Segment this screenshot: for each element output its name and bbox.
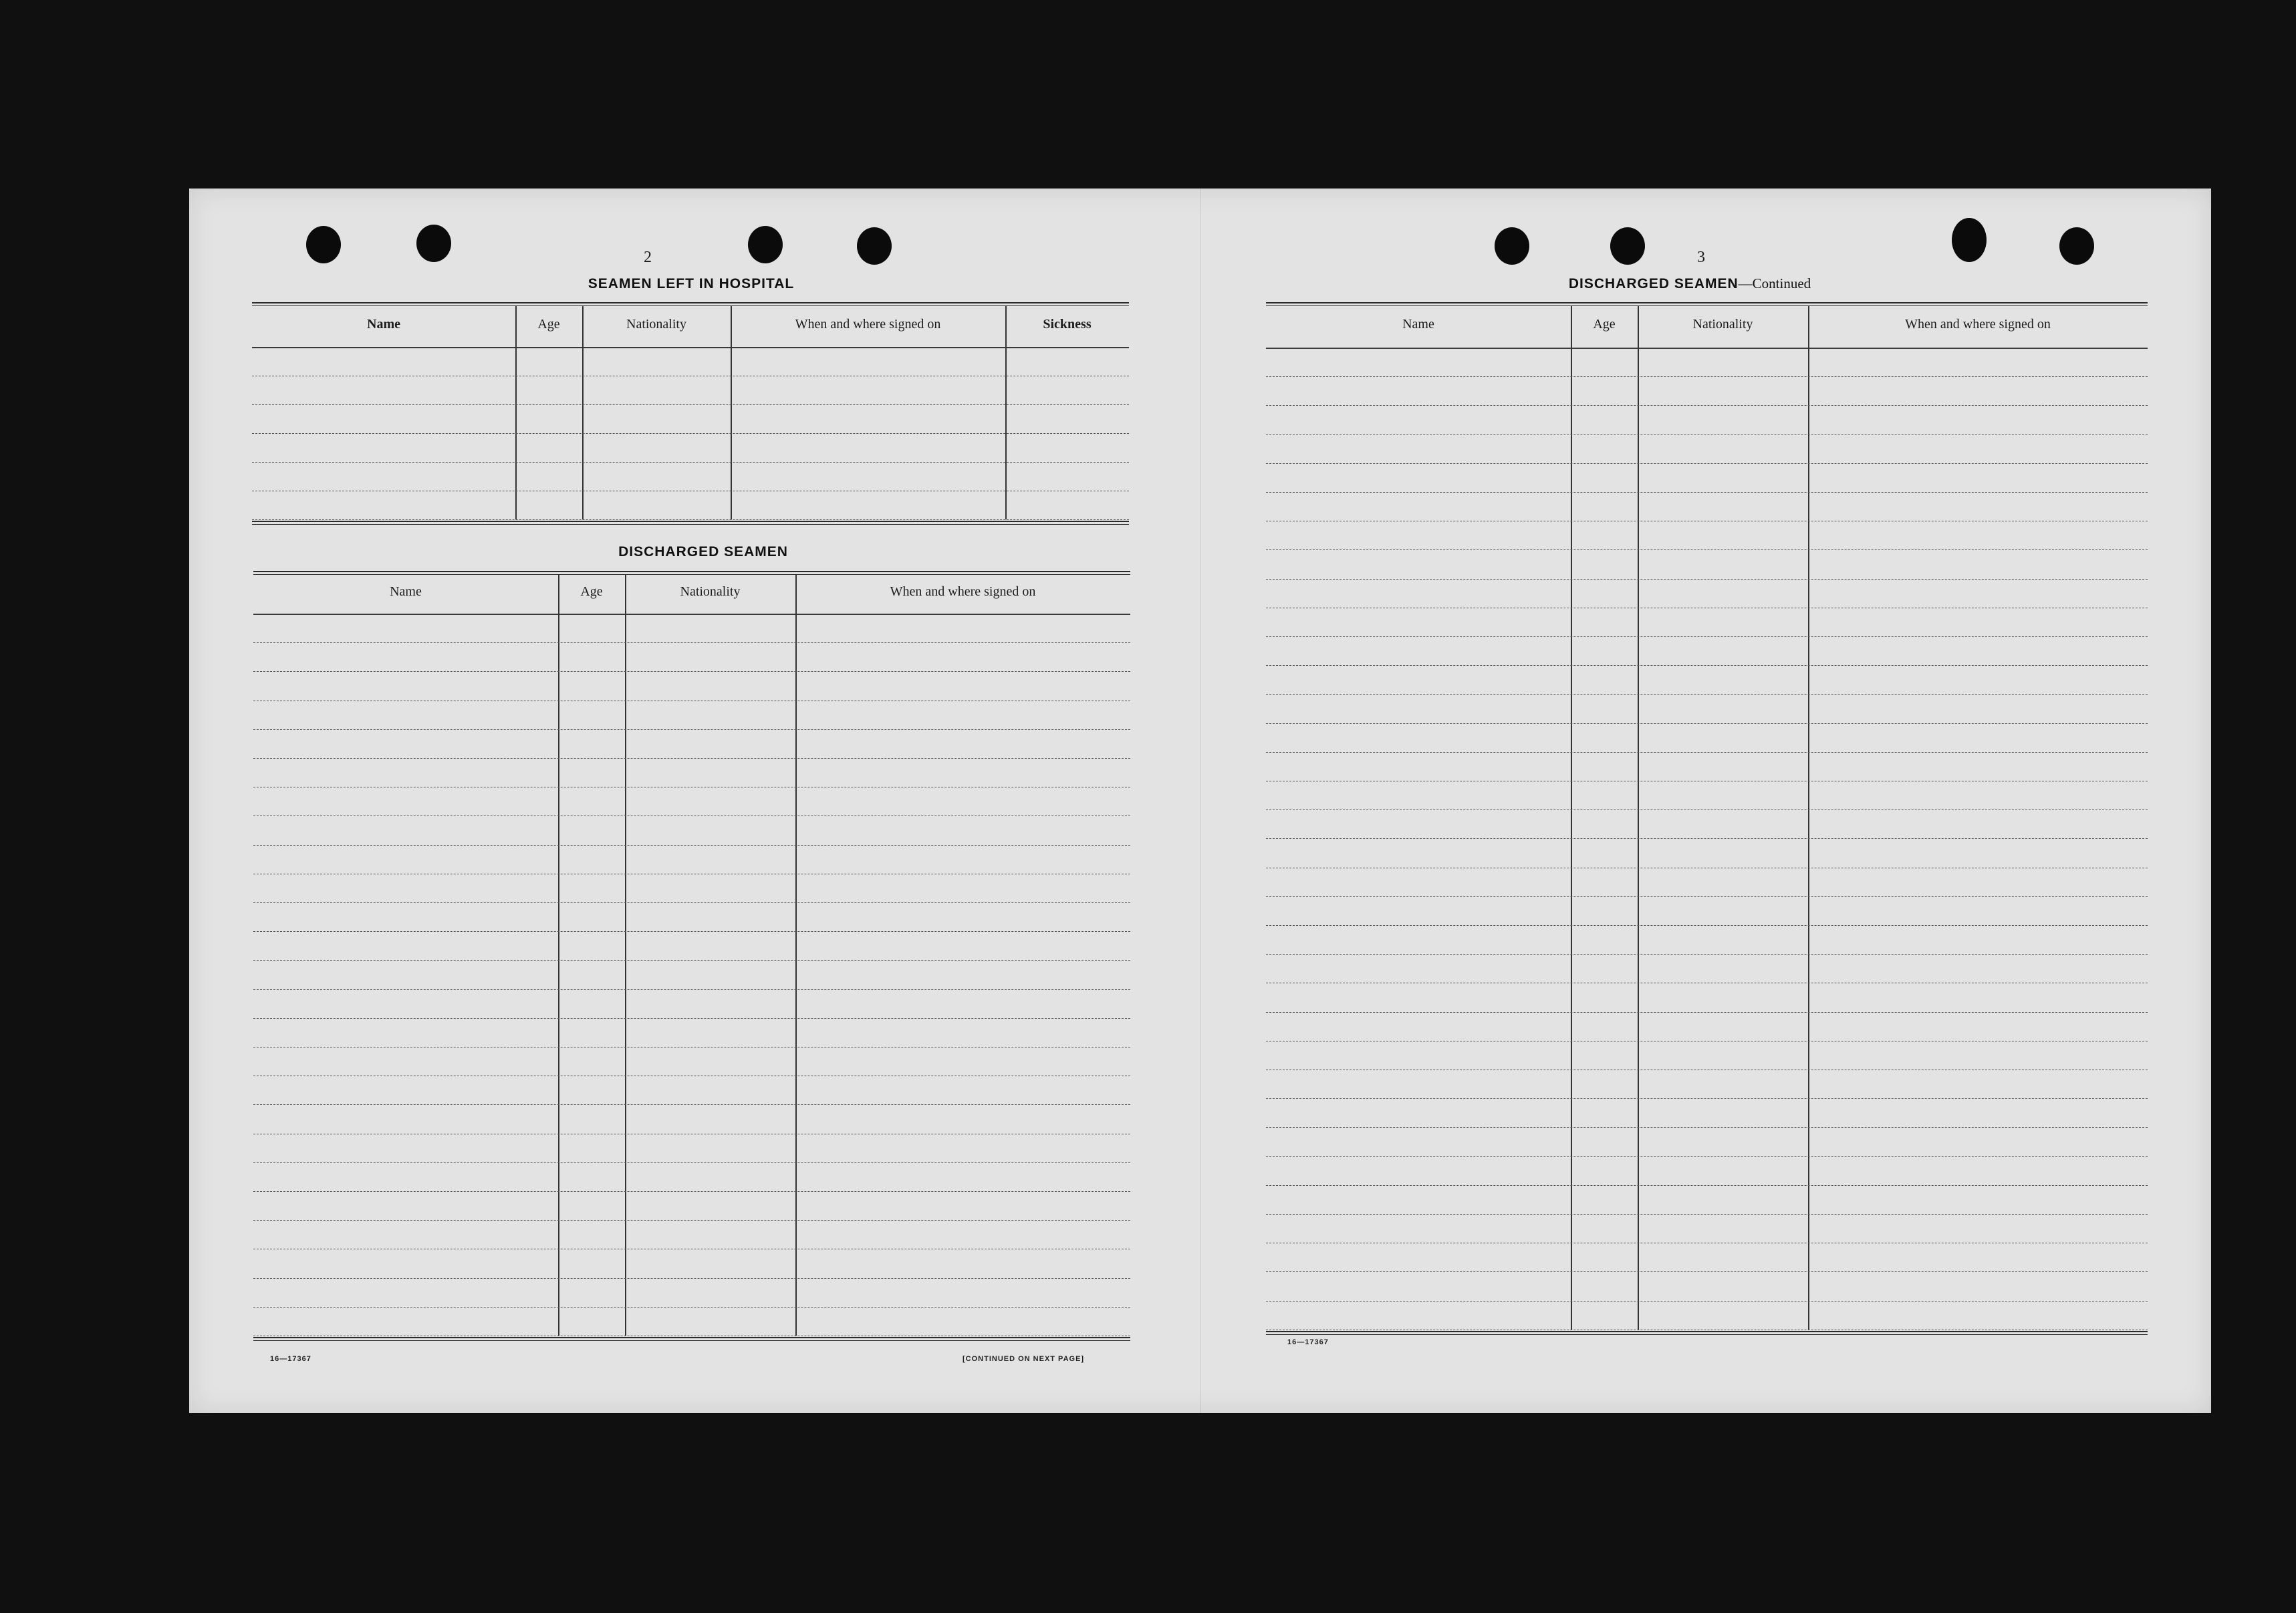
form-number-left: 16—17367 [270,1355,311,1363]
punch-hole [306,226,341,263]
table-row [1266,492,2148,493]
table-row [1266,1214,2148,1215]
table-row [1266,636,2148,637]
table-top-rule [252,302,1129,306]
column-header-age: Age [1593,317,1616,332]
table-row [1266,1271,2148,1272]
page-number-left: 2 [644,249,652,266]
column-divider [515,306,517,519]
table-row [253,989,1130,990]
table-row [1266,954,2148,955]
punch-hole [857,227,892,265]
punch-hole [416,225,451,262]
page-number-right: 3 [1697,249,1705,266]
punch-hole [1952,218,1987,262]
table-row [1266,694,2148,695]
column-header-when-and-where-signed-on: When and where signed on [1905,317,2051,332]
table-row [1266,1098,2148,1099]
table-top-rule [253,571,1130,575]
discharged-table-left [253,571,1130,1341]
table-row [1266,376,2148,377]
table-row [1266,838,2148,839]
table-row [253,1162,1130,1163]
table-row [253,671,1130,672]
table-row [253,642,1130,643]
table-row [253,758,1130,759]
column-header-sickness: Sickness [1043,316,1092,332]
form-number-right: 16—17367 [1287,1338,1329,1346]
punch-hole [748,226,783,263]
table-row [1266,896,2148,897]
column-divider [1571,306,1572,1330]
column-header-age: Age [580,584,603,599]
column-header-age: Age [537,316,560,332]
column-divider [558,575,559,1336]
hospital-section-title [588,276,794,292]
table-row [253,1191,1130,1192]
header-rule [1266,348,2148,349]
header-rule [253,614,1130,615]
table-row [1266,579,2148,580]
column-header-nationality: Nationality [1692,317,1753,332]
punch-hole [2059,227,2094,265]
column-divider [731,306,732,519]
table-row [252,404,1129,405]
table-row [253,1018,1130,1019]
form-sheet [189,189,2211,1413]
column-header-name: Name [1402,317,1434,332]
hospital-title-text: SEAMEN LEFT IN HOSPITAL [588,276,795,291]
table-row [253,1104,1130,1105]
table-row [1266,405,2148,406]
table-row [1266,925,2148,926]
table-row [1266,1156,2148,1157]
table-row [252,462,1129,463]
column-header-when-and-where-signed-on: When and where signed on [795,316,941,332]
hospital-table [252,302,1129,525]
column-divider [582,306,584,519]
table-row [253,1220,1130,1221]
column-divider [1808,306,1809,1330]
table-row [1266,1127,2148,1128]
table-row [253,931,1130,932]
table-row [253,960,1130,961]
discharged-title-text: DISCHARGED SEAMEN [618,544,788,560]
table-row [1266,752,2148,753]
table-row [252,433,1129,434]
column-divider [625,575,626,1336]
column-divider [1005,306,1007,519]
table-bottom-rule [253,1337,1130,1341]
continued-note: [CONTINUED ON NEXT PAGE] [963,1355,1085,1363]
discharged-continued-title-text: DISCHARGED SEAMEN [1568,276,1739,291]
column-header-name: Name [390,584,422,599]
table-row [1266,549,2148,550]
header-rule [252,347,1129,348]
table-bottom-rule [1266,1331,2148,1335]
discharged-continued-title [1569,275,1811,292]
table-row [253,902,1130,903]
table-row [1266,1012,2148,1013]
table-top-rule [1266,302,2148,306]
table-row [252,519,1129,520]
table-row [253,845,1130,846]
column-header-name: Name [367,316,400,332]
table-row [253,729,1130,730]
punch-hole [1610,227,1645,265]
column-divider [795,575,797,1336]
table-row [1266,723,2148,724]
column-divider [1638,306,1639,1330]
table-row [1266,665,2148,666]
column-header-when-and-where-signed-on: When and where signed on [890,584,1036,599]
table-row [253,1307,1130,1308]
continued-suffix: —Continued [1738,275,1811,291]
center-fold [1200,189,1201,1413]
table-row [1266,1185,2148,1186]
table-row [1266,463,2148,464]
column-header-nationality: Nationality [680,584,741,599]
table-row [253,1278,1130,1279]
discharged-table-right [1266,302,2148,1335]
table-bottom-rule [252,521,1129,525]
discharged-section-title [618,544,788,560]
column-header-nationality: Nationality [626,316,686,332]
punch-hole [1495,227,1529,265]
